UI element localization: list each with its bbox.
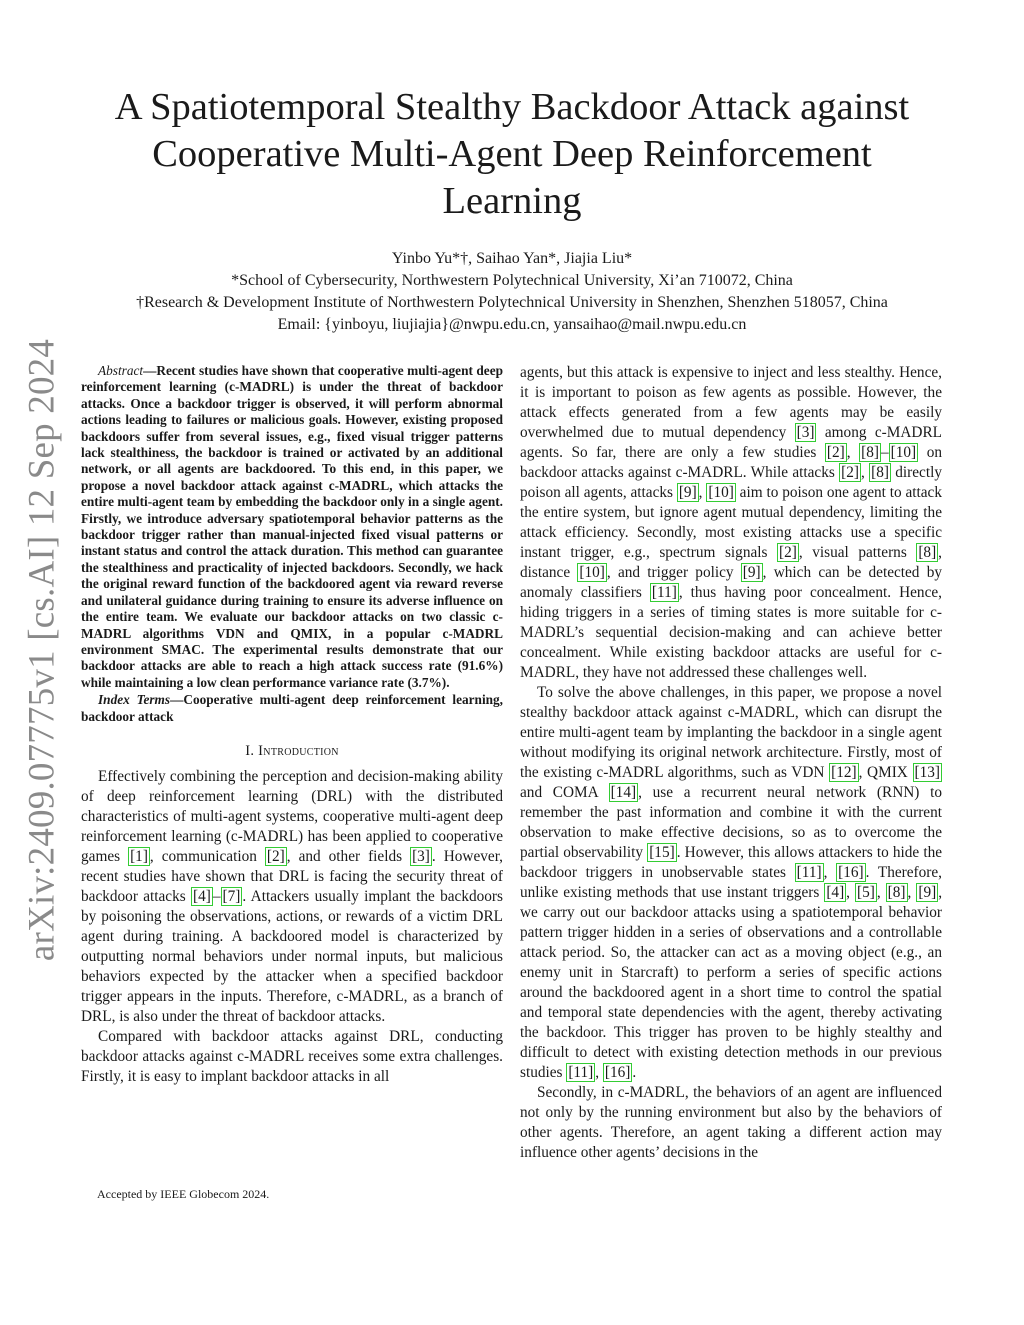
citation-link[interactable]: [5]	[857, 884, 875, 901]
intro-paragraph-2-continued: agents, but this attack is expensive to inject and less stealthy. Hence, it is important to poison as few agents as possible. However, the attack effects generated from a few agents may be easily overwhelmed due to mutual dependency [3] among c-MADRL agents. So far, there are only a few studies [2] , [8] – [10] on backdoor attacks against c-MADRL. While attacks [2] , [8] directly poison all agents, attacks [9] , [10] aim to poison one agent to attack the entire system, but ignore agent mutual dependency, limiting the attack efficiency. Secondly, most existing attacks use a specific instant trigger, e.g., spectrum signals [2] , visual patterns [8] , distance [10] , and trigger policy [9] , which can be detected by anomaly classifiers [11] , thus having poor concealment. Hence, hiding triggers in a series of timing states is more suitable for c-MADRL’s sequential decision-making and can achieve better concealment. While existing backdoor attacks are useful for c-MADRL, they have not addressed these challenges well.	[520, 364, 943, 681]
paper-title: A Spatiotemporal Stealthy Backdoor Attack against Cooperative Multi-Agent Deep Reinforcement Learning	[114, 86, 910, 222]
citation-link[interactable]: [8]	[871, 464, 889, 481]
citation-link[interactable]: [10]	[890, 444, 917, 461]
abstract-text: —Recent studies have shown that cooperative multi-agent deep reinforcement learning (c-MADRL) is under the threat of backdoor attacks. Once a backdoor trigger is observed, it will perform abnormal actions leading to failures or malicious goals. However, existing proposed backdoors suffer from several issues, e.g., fixed visual trigger patterns lack stealthiness, the backdoor is trained or activated by an additional network, or all agents are backdoored. To this end, in this paper, we propose a novel backdoor attack against c-MADRL, which attacks the entire multi-agent team by embedding the backdoor only in a single agent. Firstly, we introduce adversary spatiotemporal behavior patterns as the backdoor trigger rather than manual-injected fixed visual patterns or instant status and control the attack duration. This method can guarantee the stealthiness and practicality of injected backdoors. Secondly, we hack the original reward function of the backdoored agent via reward reverse and unilateral guidance during training to ensure its adverse influence on the entire team. We evaluate our backdoor attacks on two classic c-MADRL algorithms VDN and QMIX, in a popular c-MADRL environment SMAC. The experimental results demonstrate that our backdoor attacks are able to reach a high attack success rate (91.6%) while maintaining a low clean performance variance rate (3.7%).	[81, 363, 503, 690]
section-heading-introduction: I. Introduction	[245, 742, 339, 759]
index-terms	[81, 692, 503, 725]
author-block	[80, 248, 944, 336]
citation-link[interactable]: [11]	[796, 864, 822, 881]
citation-link[interactable]: [8]	[887, 884, 906, 901]
citation-link[interactable]: [9]	[742, 564, 761, 581]
citation-link[interactable]: [4]	[826, 884, 845, 901]
citation-link[interactable]: [3]	[412, 847, 430, 865]
affiliation-2: †Research & Development Institute of Northwestern Polytechnical University in Shenzhen, Shenzhen 518057, China	[136, 294, 888, 311]
citation-link[interactable]: [2]	[779, 544, 797, 561]
citation-link[interactable]: [8]	[861, 444, 879, 461]
intro-paragraph-2: Compared with backdoor attacks against DRL, conducting backdoor attacks against c-MADRL receives some extra challenges. Firstly, it is easy to implant backdoor attacks in all	[81, 1027, 503, 1085]
arxiv-watermark: arXiv:2409.07775v1 [cs.AI] 12 Sep 2024	[21, 338, 63, 962]
citation-link[interactable]: [11]	[651, 584, 677, 601]
citation-link[interactable]: [16]	[604, 1064, 631, 1081]
intro-paragraph-1: Effectively combining the perception and decision-making ability of deep reinforcement learning (DRL) with the distributed characteristics of multi-agent systems, cooperative multi-agent deep reinforcement learning (c-MADRL) has been applied to cooperative games [1] , communication [2] , and other fields [3] . However, recent studies have shown that DRL is facing the security threat of backdoor attacks [4] – [7] . Attackers usually implant the backdoors by poisoning the observations, actions, or rewards of a victim DRL agent during training. A backdoored model is characterized by outputting normal behaviors under normal inputs, but malicious behaviors expected by the attacker when a specified backdoor trigger appears in the inputs. Therefore, c-MADRL, as a branch of DRL, is also under the threat of backdoor attacks.	[81, 767, 503, 1025]
citation-link[interactable]: [15]	[649, 844, 675, 861]
footnote: Accepted by IEEE Globecom 2024.	[97, 1187, 270, 1201]
index-terms-text: —Cooperative multi-agent deep reinforcement learning, backdoor attack	[81, 692, 503, 724]
citation-link[interactable]: [3]	[796, 424, 815, 441]
citation-link[interactable]: [2]	[826, 444, 845, 461]
citation-link[interactable]: [9]	[918, 884, 937, 901]
left-column	[81, 363, 503, 1087]
citation-link[interactable]: [9]	[678, 484, 697, 501]
affiliation-1: *School of Cybersecurity, Northwestern Polytechnical University, Xi’an 710072, China	[231, 272, 793, 289]
citation-link[interactable]: [10]	[579, 564, 605, 581]
citation-link[interactable]: [13]	[914, 764, 940, 781]
citation-link[interactable]: [12]	[831, 764, 857, 781]
citation-link[interactable]: [4]	[193, 887, 211, 905]
right-column	[520, 363, 942, 1163]
author-names: Yinbo Yu*†, Saihao Yan*, Jiajia Liu*	[391, 250, 633, 267]
citation-link[interactable]: [11]	[568, 1064, 594, 1081]
author-emails: Email: {yinboyu, liujiajia}@nwpu.edu.cn, yansaihao@mail.nwpu.edu.cn	[277, 316, 747, 333]
abstract	[81, 363, 503, 691]
citation-link[interactable]: [10]	[708, 484, 734, 501]
citation-link[interactable]: [16]	[838, 864, 864, 881]
index-terms-label: Index Terms	[98, 692, 171, 708]
citation-link[interactable]: [2]	[266, 847, 285, 865]
citation-link[interactable]: [2]	[841, 464, 859, 481]
citation-link[interactable]: [7]	[222, 887, 241, 905]
abstract-label: Abstract	[98, 363, 144, 378]
citation-link[interactable]: [1]	[130, 847, 148, 865]
citation-link[interactable]: [14]	[610, 784, 637, 801]
citation-link[interactable]: [8]	[918, 544, 937, 561]
intro-paragraph-4: Secondly, in c-MADRL, the behaviors of an agent are influenced not only by the running environment but also by the behaviors of other agents. Therefore, an agent taking a different action may influence other agents’ decisions in the	[520, 1084, 942, 1161]
intro-paragraph-3: To solve the above challenges, in this paper, we propose a novel stealthy backdoor attack against c-MADRL, which can disrupt the entire multi-agent team by implanting the backdoor in a single agent without modifying its original network architecture. Firstly, most of the existing c-MADRL algorithms, such as VDN [12] , QMIX [13] and COMA [14] , use a recurrent neural network (RNN) to remember the past information and combine it with the current observation to make effective decisions, so as to overcome the partial observability [15] . However, this allows attackers to hide the backdoor triggers in unobservable states [11] , [16] . Therefore, unlike existing methods that use instant triggers [4] , [5] , [8] , [9] , we carry out our backdoor attacks using a spatiotemporal behavior pattern trigger hidden in a series of observations and a controllable attack period. So, the attacker can act as a moving object (e.g., an enemy unit in Starcraft) to perform a series of specific actions around the backdoored agent in a short time to control the spatial and temporal state dependencies with the agent, thereby activating the backdoor. This trigger has proven to be highly stealthy and difficult to detect with existing detection methods in our previous studies [11] , [16] .	[520, 684, 943, 1081]
